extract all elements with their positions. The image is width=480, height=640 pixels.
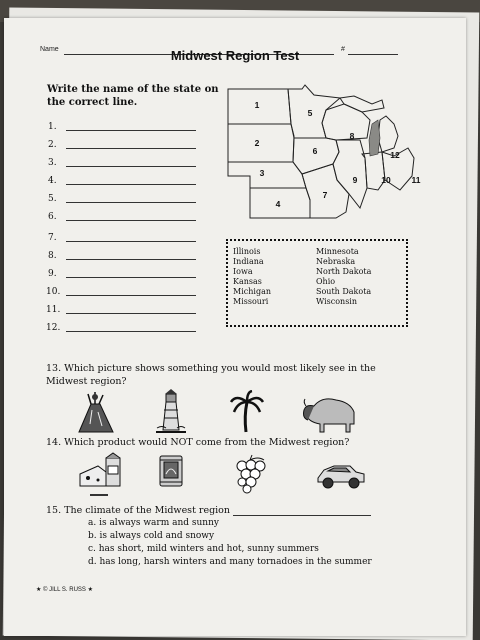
answer-line[interactable] xyxy=(66,331,196,332)
map-number: 6 xyxy=(312,146,318,156)
map-number: 11 xyxy=(411,175,421,185)
answer-number: 2. xyxy=(48,140,57,150)
map-number: 1 xyxy=(254,100,260,110)
word-bank-item: Kansas xyxy=(233,277,262,286)
question-15-answer-line[interactable] xyxy=(233,515,371,516)
question-13-line-1: 13. Which picture shows something you would most likely see in the xyxy=(46,363,376,374)
map-state-12-upper xyxy=(340,96,384,112)
page-title: Midwest Region Test xyxy=(170,48,300,63)
answer-number: 8. xyxy=(48,251,57,261)
word-bank-item: South Dakota xyxy=(316,287,372,296)
answer-number: 6. xyxy=(48,212,57,222)
answer-line[interactable] xyxy=(66,148,196,149)
volcano-icon[interactable] xyxy=(76,390,116,434)
answer-number: 5. xyxy=(48,194,57,204)
map-state-12-lower xyxy=(378,116,398,152)
answer-number: 9. xyxy=(48,269,57,279)
answer-line[interactable] xyxy=(66,220,196,221)
word-bank xyxy=(226,239,408,327)
answer-line[interactable] xyxy=(66,184,196,185)
map-state-3 xyxy=(228,162,306,188)
lake-michigan xyxy=(369,120,380,156)
answer-line[interactable] xyxy=(66,130,196,131)
answer-number: 3. xyxy=(48,158,57,168)
cheese-milk-icon[interactable] xyxy=(78,452,126,492)
map-state-6 xyxy=(293,138,339,174)
map-state-8 xyxy=(322,104,370,140)
answer-line[interactable] xyxy=(66,241,196,242)
canned-food-icon[interactable] xyxy=(156,452,186,490)
answer-number: 7. xyxy=(48,233,57,243)
map-state-9 xyxy=(333,140,367,208)
map-number: 2 xyxy=(254,138,260,148)
number-label: # xyxy=(341,46,345,53)
map-number: 7 xyxy=(322,190,328,200)
answer-line[interactable] xyxy=(66,277,196,278)
answer-line[interactable] xyxy=(66,202,196,203)
answer-number: 4. xyxy=(48,176,57,186)
lighthouse-icon[interactable] xyxy=(154,388,188,434)
car-icon[interactable] xyxy=(316,460,366,490)
answer-number: 12. xyxy=(46,323,61,333)
map-number: 9 xyxy=(352,175,358,185)
answer-number: 11. xyxy=(46,305,61,315)
map-number: 4 xyxy=(275,199,281,209)
map-state-5 xyxy=(288,85,340,138)
question-13-line-2: Midwest region? xyxy=(46,376,127,387)
question-15: 15. The climate of the Midwest region xyxy=(46,505,231,516)
word-bank-item: Wisconsin xyxy=(316,297,358,306)
worksheet xyxy=(4,18,466,636)
map-state-2 xyxy=(228,124,294,162)
map-state-1 xyxy=(228,89,291,124)
instructions-line-2: the correct line. xyxy=(47,97,138,108)
question-15-option-c[interactable]: c. has short, mild winters and hot, sunny summers xyxy=(88,544,319,554)
word-bank-item: North Dakota xyxy=(316,267,372,276)
word-bank-item: Michigan xyxy=(233,287,271,296)
name-label: Name xyxy=(40,46,59,53)
answer-line[interactable] xyxy=(66,166,196,167)
question-15-option-b[interactable]: b. is always cold and snowy xyxy=(88,531,215,541)
word-bank-item: Minnesota xyxy=(316,247,359,256)
map-number: 10 xyxy=(381,175,391,185)
answer-line[interactable] xyxy=(66,313,196,314)
word-bank-item: Ohio xyxy=(316,277,336,286)
instructions-line-1: Write the name of the state on xyxy=(47,84,219,95)
word-bank-item: Missouri xyxy=(233,297,269,306)
copyright-footer: ★ © JILL S. RUSS ★ xyxy=(36,587,93,593)
word-bank-item: Iowa xyxy=(233,267,253,276)
word-bank-item: Illinois xyxy=(233,247,261,256)
answer-number: 10. xyxy=(46,287,61,297)
map-number: 12 xyxy=(390,150,400,160)
question-14: 14. Which product would NOT come from the Midwest region? xyxy=(46,437,350,448)
grapes-icon[interactable] xyxy=(232,454,268,494)
buffalo-icon[interactable] xyxy=(300,394,358,434)
question-15-option-d[interactable]: d. has long, harsh winters and many tornadoes in the summer xyxy=(88,557,372,567)
map-number: 3 xyxy=(259,168,265,178)
answer-line[interactable] xyxy=(66,295,196,296)
map-number: 5 xyxy=(307,108,313,118)
word-bank-item: Nebraska xyxy=(316,257,356,266)
midwest-map xyxy=(222,76,438,226)
palm-tree-icon[interactable] xyxy=(230,390,264,434)
answer-mark xyxy=(90,494,108,496)
answer-line[interactable] xyxy=(66,259,196,260)
word-bank-item: Indiana xyxy=(233,257,264,266)
question-15-option-a[interactable]: a. is always warm and sunny xyxy=(88,518,219,528)
map-number: 8 xyxy=(349,131,355,141)
answer-number: 1. xyxy=(48,122,57,132)
